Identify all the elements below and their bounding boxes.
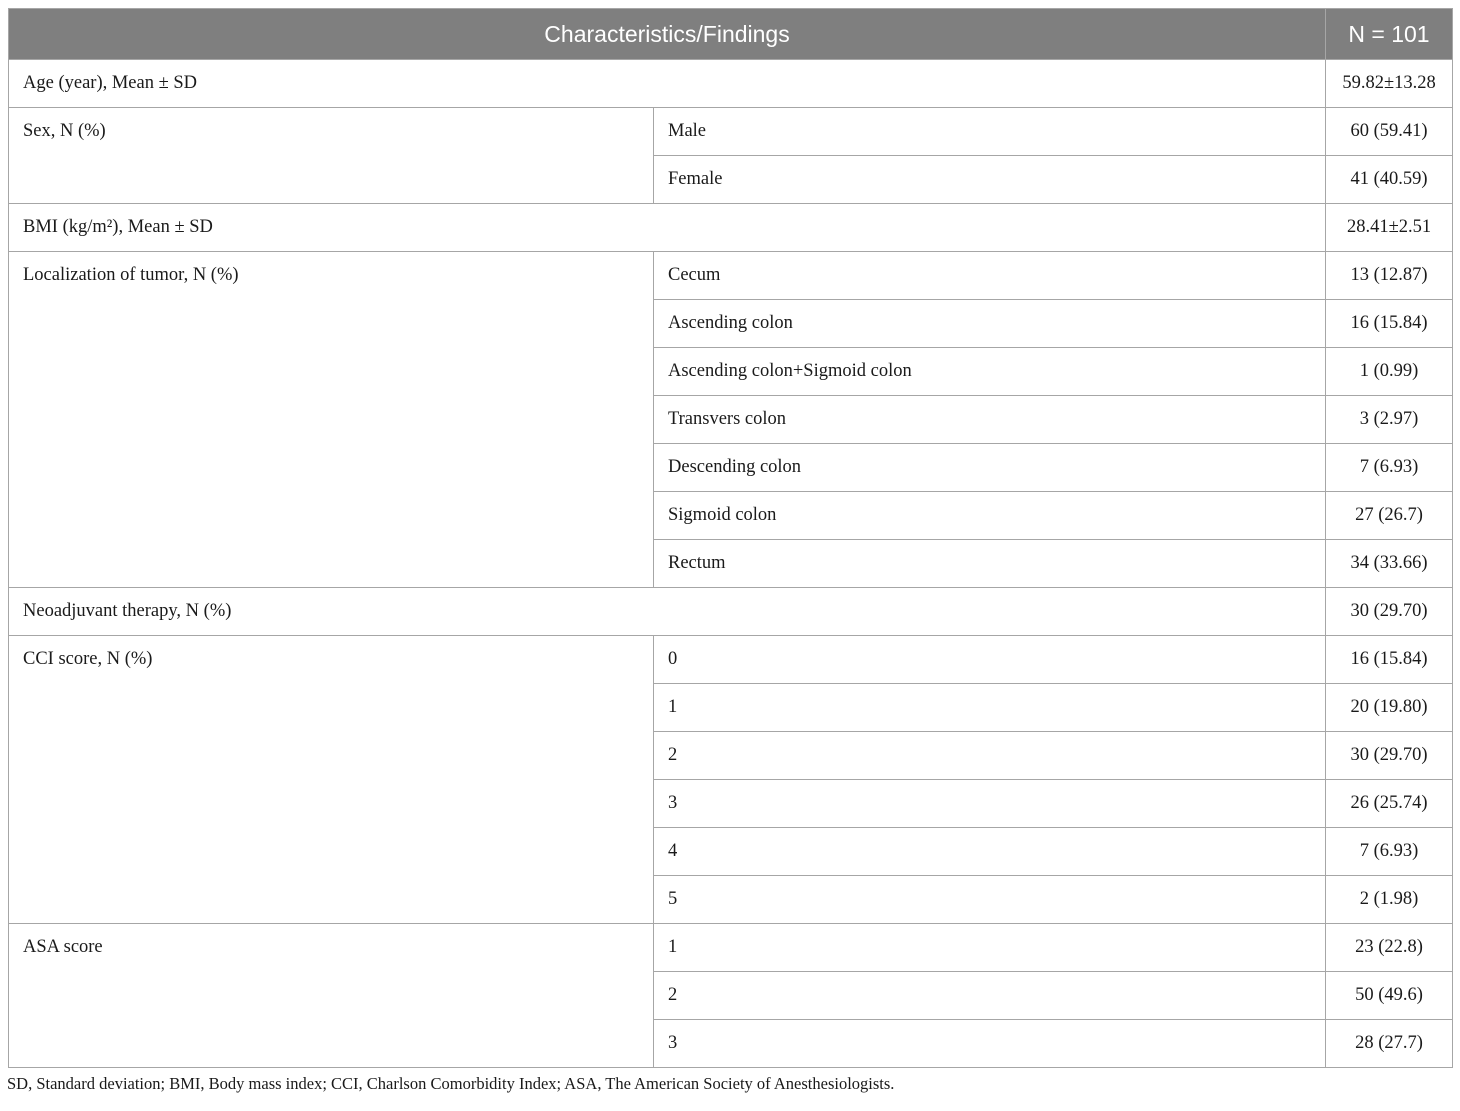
- category-label: 5: [654, 876, 1326, 924]
- table-row: [9, 204, 1453, 252]
- category-label: Transvers colon: [654, 396, 1326, 444]
- table-row: [9, 252, 1453, 300]
- count-value: 60 (59.41): [1326, 108, 1453, 156]
- count-value: 16 (15.84): [1326, 300, 1453, 348]
- count-value: 2 (1.98): [1326, 876, 1453, 924]
- characteristic-label: Age (year), Mean ± SD: [9, 60, 1326, 108]
- table-row: [9, 924, 1453, 972]
- count-value: 7 (6.93): [1326, 828, 1453, 876]
- characteristic-label: BMI (kg/m²), Mean ± SD: [9, 204, 1326, 252]
- count-value: 16 (15.84): [1326, 636, 1453, 684]
- characteristic-label: Neoadjuvant therapy, N (%): [9, 588, 1326, 636]
- category-label: Sigmoid colon: [654, 492, 1326, 540]
- count-value: 7 (6.93): [1326, 444, 1453, 492]
- count-value: 1 (0.99): [1326, 348, 1453, 396]
- category-label: 3: [654, 780, 1326, 828]
- category-label: 4: [654, 828, 1326, 876]
- category-label: Female: [654, 156, 1326, 204]
- table-row: [9, 60, 1453, 108]
- category-label: 0: [654, 636, 1326, 684]
- characteristic-label: Sex, N (%): [9, 108, 654, 204]
- category-label: 1: [654, 924, 1326, 972]
- table-footnote: SD, Standard deviation; BMI, Body mass index; CCI, Charlson Comorbidity Index; ASA, The American Society of Anesthesiologists.: [7, 1074, 895, 1093]
- count-value: 34 (33.66): [1326, 540, 1453, 588]
- count-value: 30 (29.70): [1326, 732, 1453, 780]
- count-value: 20 (19.80): [1326, 684, 1453, 732]
- count-value: 23 (22.8): [1326, 924, 1453, 972]
- count-value: 27 (26.7): [1326, 492, 1453, 540]
- document-page: [8, 8, 1452, 1094]
- count-value: 41 (40.59): [1326, 156, 1453, 204]
- table-row: [9, 108, 1453, 156]
- count-value: 28 (27.7): [1326, 1020, 1453, 1068]
- summary-value: 30 (29.70): [1326, 588, 1453, 636]
- category-label: Ascending colon+Sigmoid colon: [654, 348, 1326, 396]
- table-row: [9, 636, 1453, 684]
- count-value: 50 (49.6): [1326, 972, 1453, 1020]
- category-label: Rectum: [654, 540, 1326, 588]
- category-label: 3: [654, 1020, 1326, 1068]
- summary-value: 28.41±2.51: [1326, 204, 1453, 252]
- table-body: [9, 60, 1453, 1068]
- category-label: 1: [654, 684, 1326, 732]
- category-label: Cecum: [654, 252, 1326, 300]
- count-value: 3 (2.97): [1326, 396, 1453, 444]
- category-label: Ascending colon: [654, 300, 1326, 348]
- category-label: 2: [654, 972, 1326, 1020]
- table-row: [9, 588, 1453, 636]
- header-characteristics: Characteristics/Findings: [9, 9, 1326, 60]
- characteristics-table: [8, 8, 1453, 1068]
- characteristic-label: CCI score, N (%): [9, 636, 654, 924]
- category-label: 2: [654, 732, 1326, 780]
- count-value: 13 (12.87): [1326, 252, 1453, 300]
- summary-value: 59.82±13.28: [1326, 60, 1453, 108]
- characteristic-label: Localization of tumor, N (%): [9, 252, 654, 588]
- table-header-row: [9, 9, 1453, 60]
- category-label: Male: [654, 108, 1326, 156]
- count-value: 26 (25.74): [1326, 780, 1453, 828]
- header-total: N = 101: [1326, 9, 1453, 60]
- characteristic-label: ASA score: [9, 924, 654, 1068]
- category-label: Descending colon: [654, 444, 1326, 492]
